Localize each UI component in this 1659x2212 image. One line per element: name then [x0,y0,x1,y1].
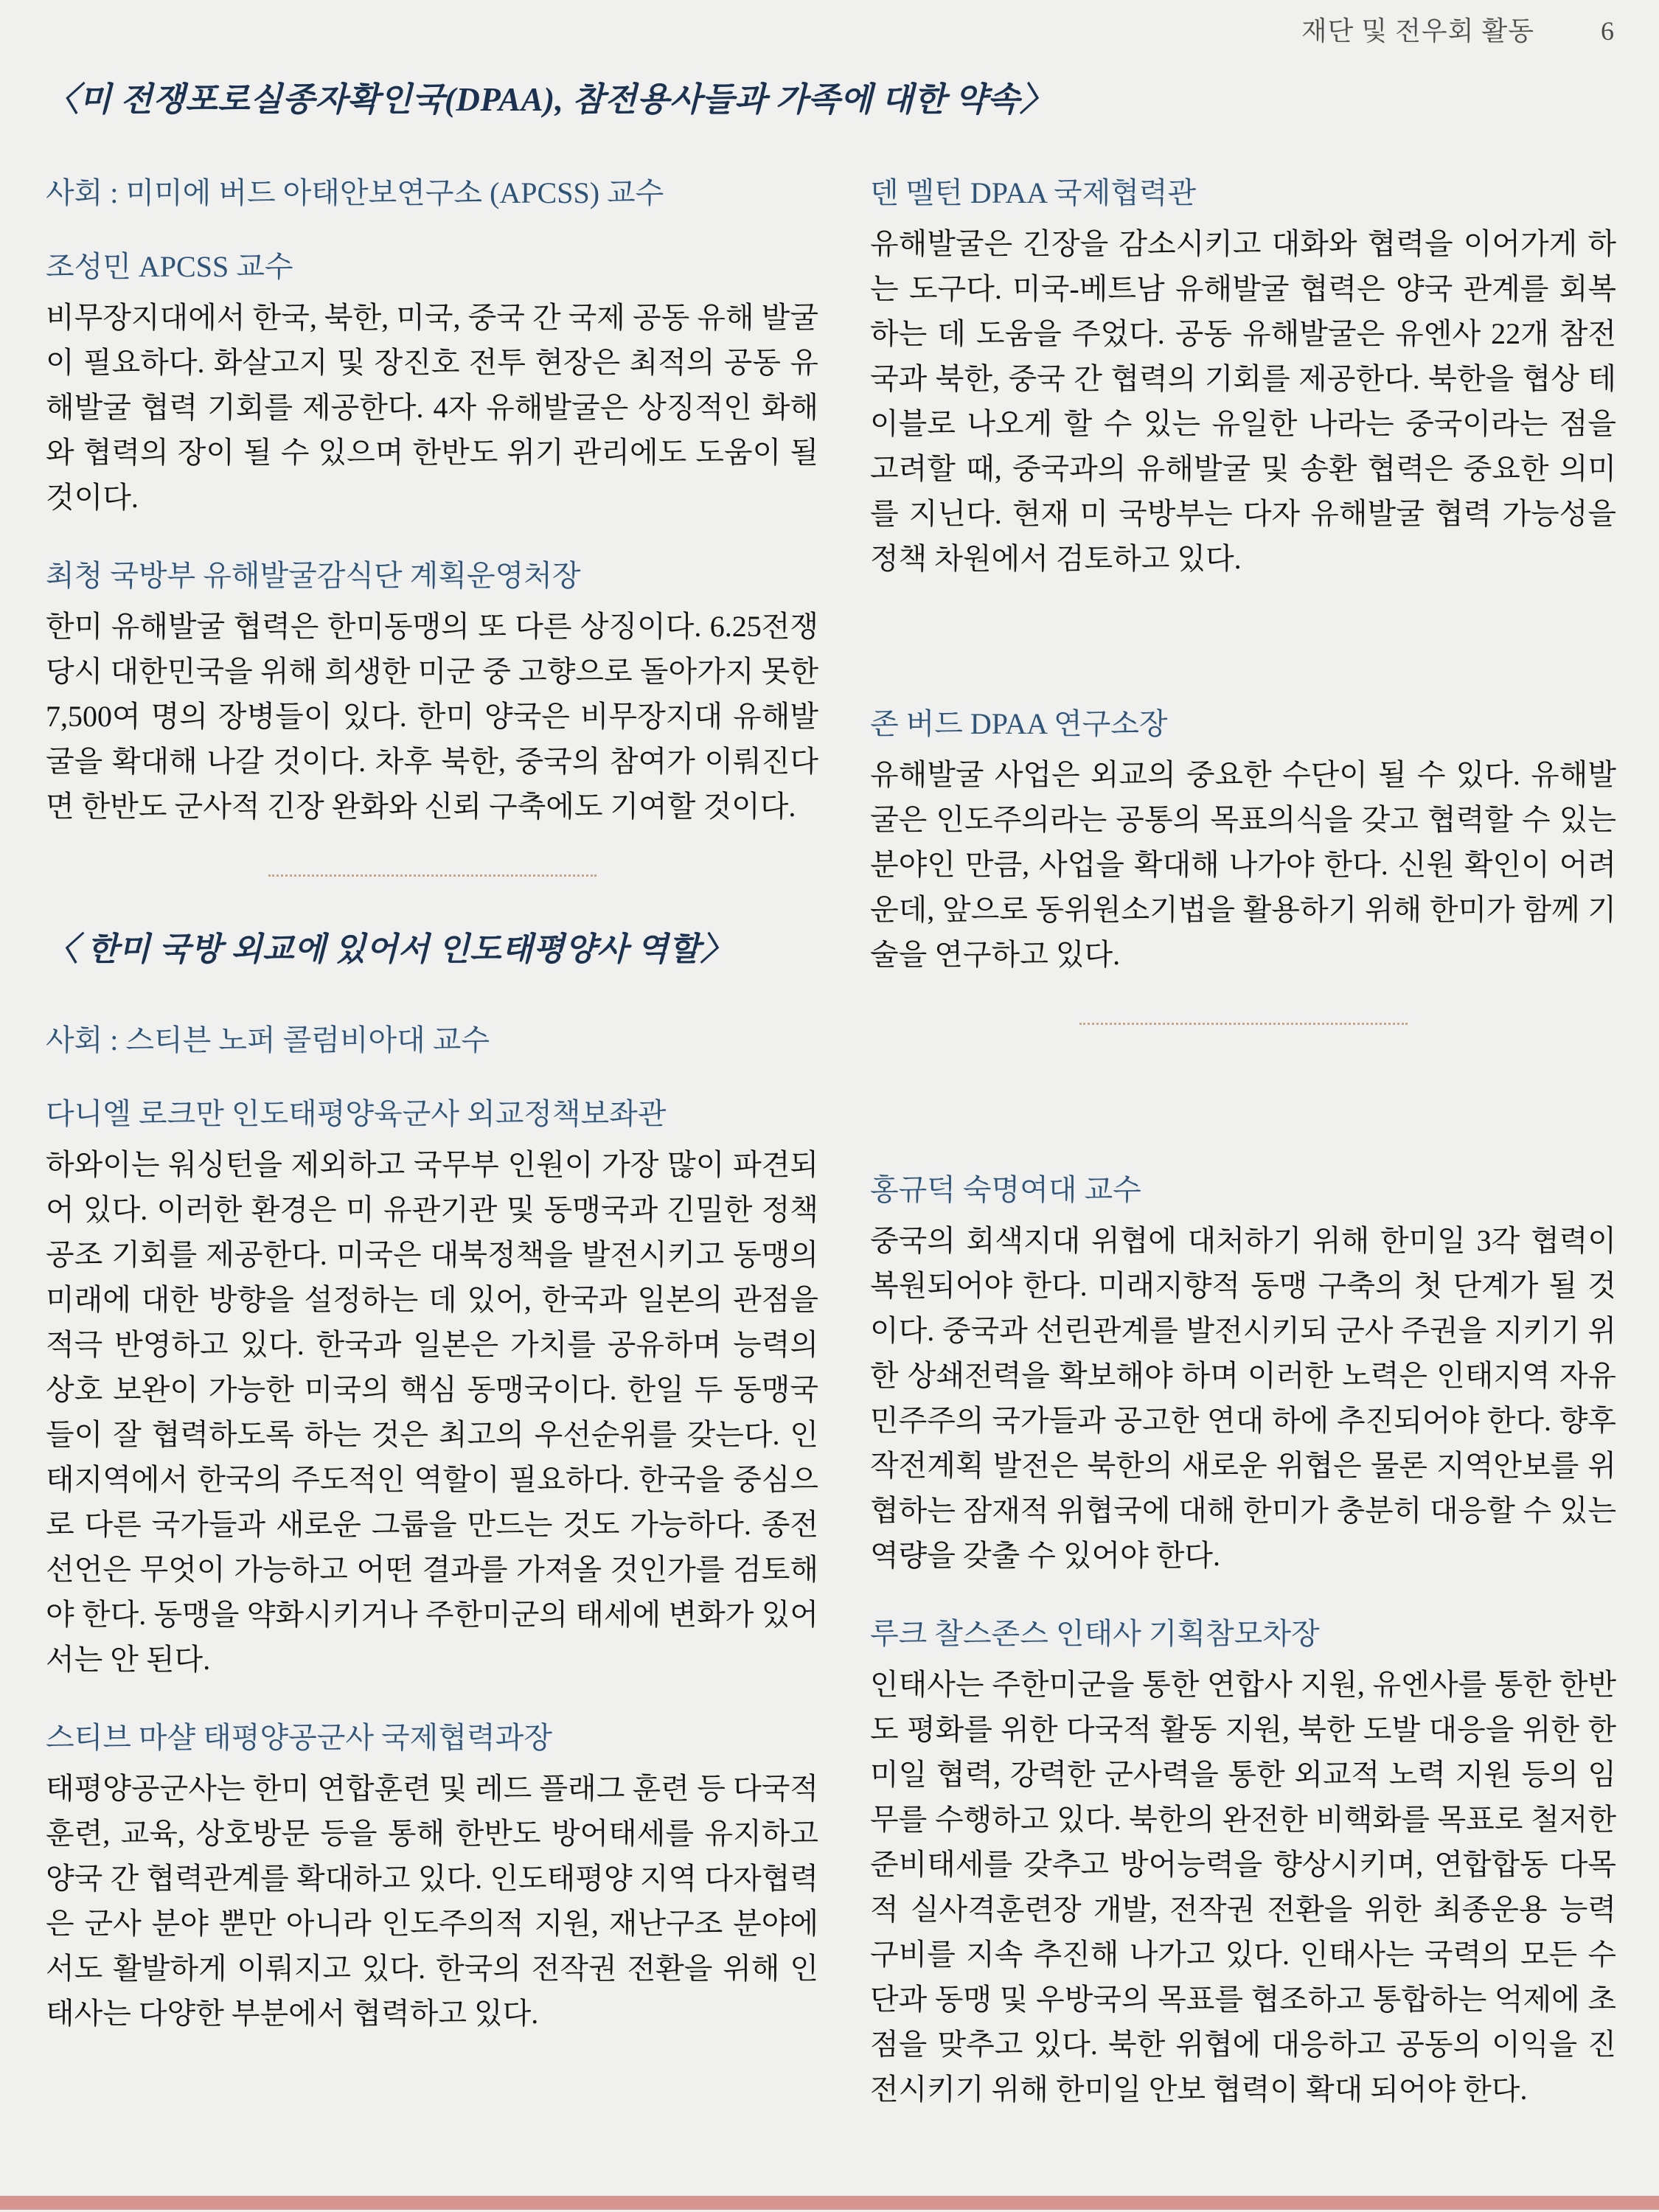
footer-accent-bar [0,2196,1659,2210]
speaker-name-den-melton: 덴 멜턴 DPAA 국제협력관 [870,176,1197,209]
speaker-remarks-den-melton: 유해발굴은 긴장을 감소시키고 대화와 협력을 이어가게 하는 도구다. 미국-베트남 유해발굴 협력은 양국 관계를 회복하는 데 도움을 주었다. 공동 유해발굴은 유엔사 22개 참전국과 북한, 중국 간 협력의 기회를 제공한다. 북한을 협상 테이블로 나오게 할 수 있는 유일한 나라는 중국이라는 점을 고려할 때, 중국과의 유해발굴 및 송환 협력은 중요한 의미를 지닌다. 현재 미 국방부는 다자 유해발굴 협력 가능성을 정책 차원에서 검토하고 있다. [870,227,1616,575]
session1-title: 〈미 전쟁포로실종자확인국(DPAA), 참전용사들과 가족에 대한 약속〉 [46,81,1054,118]
speaker-remarks-john-byrd: 유해발굴 사업은 외교의 중요한 수단이 될 수 있다. 유해발굴은 인도주의라는 공통의 목표의식을 갖고 협력할 수 있는 분야인 만큼, 사업을 확대해 나가야 한다. 신원 확인이 어려운데, 앞으로 동위원소기법을 활용하기 위해 한미가 함께 기술을 연구하고 있다. [870,758,1616,971]
speaker-name-steve-marshall: 스티브 마샬 태평양공군사 국제협력과장 [46,1721,552,1754]
speaker-name-choi-chung: 최청 국방부 유해발굴감식단 계획운영처장 [46,559,581,592]
left-column [46,175,818,2036]
speaker-name-daniel-lochman: 다니엘 로크만 인도태평양육군사 외교정책보좌관 [46,1097,667,1130]
speaker-name-hong-kyudok: 홍규덕 숙명여대 교수 [870,1173,1141,1206]
session1-moderator-line: 사회 : 미미에 버드 아태안보연구소 (APCSS) 교수 [46,176,664,209]
speaker-name-john-byrd: 존 버드 DPAA 연구소장 [870,707,1168,740]
session2-title: 〈 한미 국방 외교에 있어서 인도태평양사 역할〉 [46,931,734,967]
page-number: 6 [1601,16,1615,46]
section-divider-left [268,874,597,877]
section-divider-right [1079,1023,1408,1025]
speaker-remarks-daniel-lochman: 하와이는 워싱턴을 제외하고 국무부 인원이 가장 많이 파견되어 있다. 이러한 환경은 미 유관기관 및 동맹국과 긴밀한 정책공조 기회를 제공한다. 미국은 대북정책을 발전시키고 동맹의 미래에 대한 방향을 설정하는 데 있어, 한국과 일본의 관점을 적극 반영하고 있다. 한국과 일본은 가치를 공유하며 능력의 상호 보완이 가능한 미국의 핵심 동맹국이다. 한일 두 동맹국들이 잘 협력하도록 하는 것은 최고의 우선순위를 갖는다. 인태지역에서 한국의 주도적인 역할이 필요하다. 한국을 중심으로 다른 국가들과 새로운 그룹을 만드는 것도 가능하다. 종전선언은 무엇이 가능하고 어떤 결과를 가져올 것인가를 검토해야 한다. 동맹을 약화시키거나 주한미군의 태세에 변화가 있어서는 안 된다. [46,1148,818,1676]
speaker-remarks-steve-marshall: 태평양공군사는 한미 연합훈련 및 레드 플래그 훈련 등 다국적 훈련, 교육, 상호방문 등을 통해 한반도 방어태세를 유지하고 양국 간 협력관계를 확대하고 있다. 인도태평양 지역 다자협력은 군사 분야 뿐만 아니라 인도주의적 지원, 재난구조 분야에서도 활발하게 이뤄지고 있다. 한국의 전작권 전환을 위해 인태사는 다양한 부분에서 협력하고 있다. [46,1772,818,2030]
page-header [1301,10,1615,48]
session2-moderator-line: 사회 : 스티븐 노퍼 콜럼비아대 교수 [46,1023,490,1057]
speaker-remarks-choi-chung: 한미 유해발굴 협력은 한미동맹의 또 다른 상징이다. 6.25전쟁 당시 대한민국을 위해 희생한 미군 중 고향으로 돌아가지 못한 7,500여 명의 장병들이 있다. 한미 양국은 비무장지대 유해발굴을 확대해 나갈 것이다. 차후 북한, 중국의 참여가 이뤄진다면 한반도 군사적 긴장 완화와 신뢰 구축에도 기여할 것이다. [46,610,818,823]
speaker-name-cho-sungmin: 조성민 APCSS 교수 [46,250,293,283]
speaker-name-luke-charlesjones: 루크 찰스존스 인태사 기획참모차장 [870,1617,1320,1650]
right-column [870,175,1616,2112]
speaker-remarks-luke-charlesjones: 인태사는 주한미군을 통한 연합사 지원, 유엔사를 통한 한반도 평화를 위한 다국적 활동 지원, 북한 도발 대응을 위한 한미일 협력, 강력한 군사력을 통한 외교적 노력 지원 등의 임무를 수행하고 있다. 북한의 완전한 비핵화를 목표로 철저한 준비태세를 갖추고 방어능력을 향상시키며, 연합합동 다목적 실사격훈련장 개발, 전작권 전환을 위한 최종운용 능력 구비를 지속 추진해 나가고 있다. 인태사는 국력의 모든 수단과 동맹 및 우방국의 목표를 협조하고 통합하는 억제에 초점을 맞추고 있다. 북한 위협에 대응하고 공동의 이익을 진전시키기 위해 한미일 안보 협력이 확대 되어야 한다. [870,1668,1616,2106]
speaker-remarks-cho-sungmin: 비무장지대에서 한국, 북한, 미국, 중국 간 국제 공동 유해 발굴이 필요하다. 화살고지 및 장진호 전투 현장은 최적의 공동 유해발굴 협력 기회를 제공한다. 4자 유해발굴은 상징적인 화해와 협력의 장이 될 수 있으며 한반도 위기 관리에도 도움이 될 것이다. [46,301,818,514]
speaker-remarks-hong-kyudok: 중국의 회색지대 위협에 대처하기 위해 한미일 3각 협력이 복원되어야 한다. 미래지향적 동맹 구축의 첫 단계가 될 것이다. 중국과 선린관계를 발전시키되 군사 주권을 지키기 위한 상쇄전력을 확보해야 하며 이러한 노력은 인태지역 자유민주주의 국가들과 공고한 연대 하에 추진되어야 한다. 향후 작전계획 발전은 북한의 새로운 위협은 물론 지역안보를 위협하는 잠재적 위협국에 대해 한미가 충분히 대응할 수 있는 역량을 갖출 수 있어야 한다. [870,1224,1616,1572]
header-section-title: 재단 및 전우회 활동 [1301,16,1534,46]
